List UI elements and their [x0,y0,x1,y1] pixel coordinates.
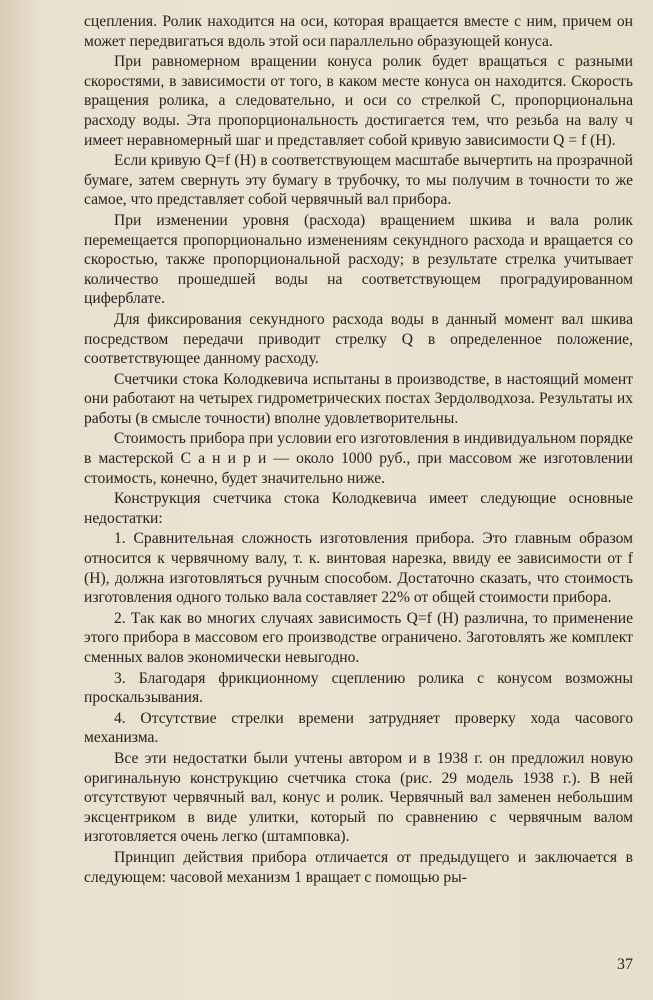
paragraph-2: При равномерном вращении конуса ролик будет вращаться с разными скоростями, в зависимости от того, в каком месте конуса он находится. Скорость вращения ролика, а следовательно, и оси со стрелкой C, пропорциональна расходу воды. Эта пропорциональность достигается тем, что резьба на валу ч имеет неравномерный шаг и представляет собой кривую зависимости Q = f (H). [84,53,633,149]
list-item-2: 2. Так как во многих случаях зависимость Q=f (H) различна, то применение этого прибора в массовом его производстве ограничено. Заготовлять же комплект сменных валов экономически невыгодно. [84,609,633,666]
paragraph-3: Если кривую Q=f (H) в соответствующем масштабе вычертить на прозрачной бумаге, затем свернуть эту бумагу в трубочку, то мы получим в точности то же самое, что представляет собой червячный вал прибора. [84,152,633,209]
paragraph-7: Стоимость прибора при условии его изготовления в индивидуальном порядке в мастерской С а н и р и — около 1000 руб., при массовом же изготовлении стоимость, конечно, будет значительно ниже. [84,430,633,487]
paragraph-1: сцепления. Ролик находится на оси, которая вращается вместе с ним, причем он может передвигаться вдоль этой оси параллельно образующей конуса. [84,13,633,50]
paragraph-5: Для фиксирования секундного расхода воды в данный момент вал шкива посредством передачи приводит стрелку Q в определенное положение, соответствующее данному расходу. [84,310,633,368]
paragraph-8: Конструкция счетчика стока Колодкевича имеет следующие основные недостатки: [84,490,633,527]
paragraph-10: Принцип действия прибора отличается от предыдущего и заключается в следующем: часовой механизм 1 вращает с помощью ры- [84,848,633,886]
list-item-3: 3. Благодаря фрикционному сцеплению ролика с конусом возможны проскальзывания. [84,669,633,707]
paragraph-4: При изменении уровня (расхода) вращением шкива и вала ролик перемещается пропорционально изменениям секундного расхода и вращается со скоростью, также пропорциональной расходу; в результате стрелка учитывает количество прошедшей воды на соответствующем проградуированном циферблате. [84,211,633,308]
page-number: 37 [617,956,633,973]
list-item-1: 1. Сравнительная сложность изготовления прибора. Это главным образом относится к червячному валу, т. к. винтовая нарезка, ввиду ее зависимости от f (H), должна изготовляться ручным способом. Достаточно сказать, что стоимость изготовления одного только вала составляет 22% от общей стоимости прибора. [84,530,633,607]
paragraph-9: Все эти недостатки были учтены автором и в 1938 г. он предложил новую оригинальную конструкцию счетчика стока (рис. 29 модель 1938 г.). В ней отсутствуют червячный вал, конус и ролик. Червячный вал заменен небольшим эксцентриком в виде улитки, который по сравнению с червячным валом изготовляется очень легко (штамповка). [84,749,633,846]
body-text [84,12,633,887]
list-item-4: 4. Отсутствие стрелки времени затрудняет проверку хода часового механизма. [84,709,633,747]
paragraph-6: Счетчики стока Колодкевича испытаны в производстве, в настоящий момент они работают на четырех гидрометрических постах Зердолводхоза. Результаты их работы (в смысле точности) вполне удовлетворительны. [84,370,633,427]
